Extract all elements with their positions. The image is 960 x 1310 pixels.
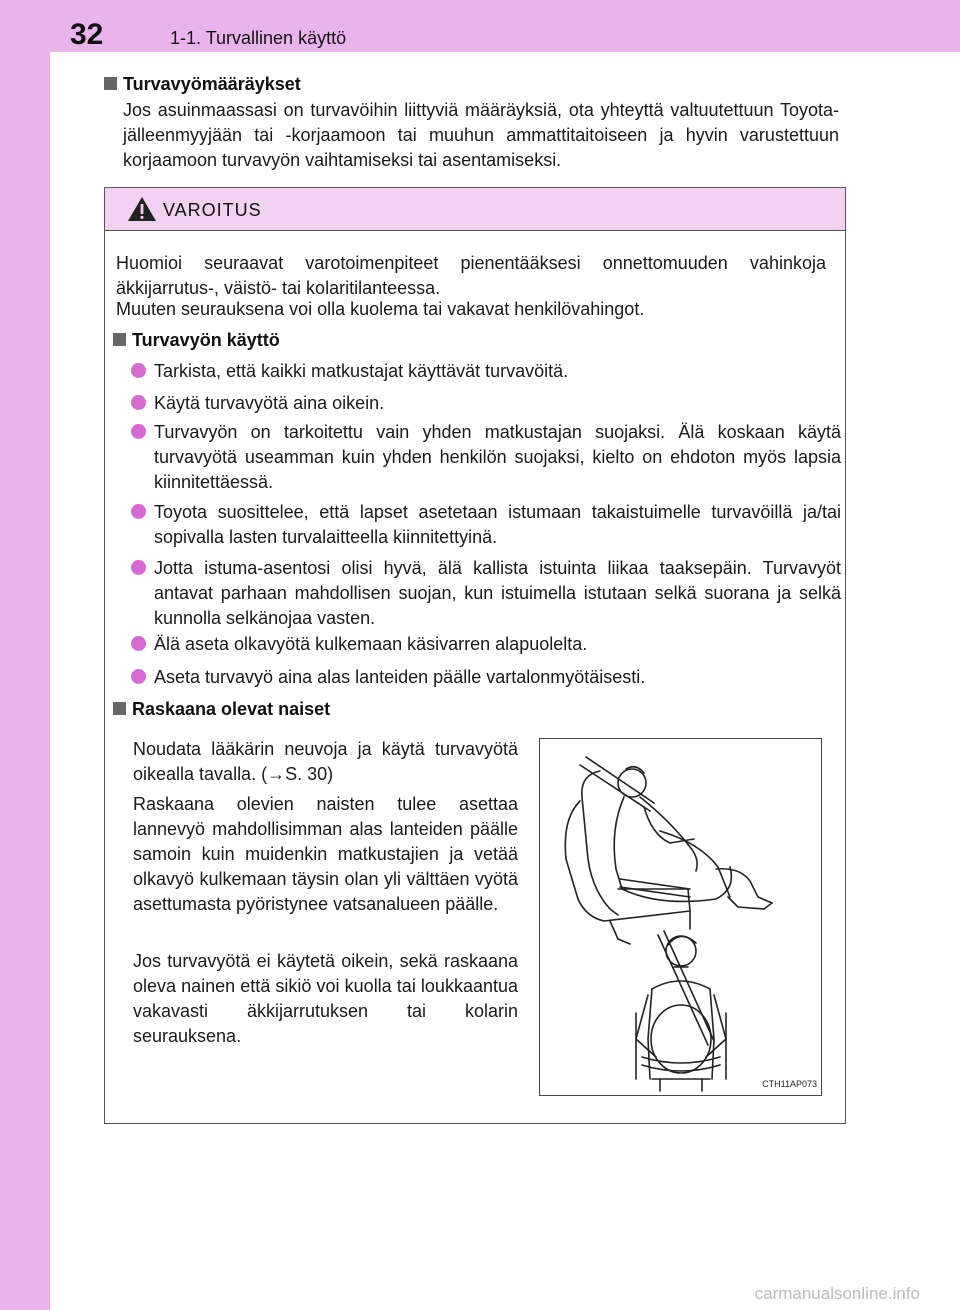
warning-intro: Huomioi seuraavat varotoimenpiteet pienentääksesi onnettomuuden vahinkoja äkkijarrutus-, väistö- tai kolaritilanteessa.	[116, 253, 826, 298]
warning-consequence: Muuten seurauksena voi olla kuolema tai vakavat henkilövahingot.	[116, 299, 645, 319]
pregnant-seatbelt-illustration	[539, 738, 822, 1096]
list-item: Älä aseta olkavyötä kulkemaan käsivarren alapuolelta.	[131, 632, 841, 657]
square-bullet-icon	[113, 702, 126, 715]
bullet-dot-icon	[131, 504, 146, 519]
seatbelt-usage-heading	[113, 330, 280, 351]
pregnant-heading	[113, 699, 330, 720]
list-item: Turvavyön on tarkoitettu vain yhden matkustajan suojaksi. Älä koskaan käytä turvavyötä useamman kuin yhden henkilön suojaksi, kielto on ehdoton myös lapsia kiinnitettäessä.	[131, 420, 841, 495]
seatbelt-illustration-drawing	[540, 739, 823, 1097]
side-color-band	[0, 0, 50, 1310]
pregnant-paragraph-1: Noudata lääkärin neuvoja ja käytä turvavyötä oikealla tavalla. (→S. 30)	[133, 739, 518, 784]
regulations-heading-text: Turvavyömääräykset	[123, 74, 301, 94]
bullet-dot-icon	[131, 395, 146, 410]
list-item: Käytä turvavyötä aina oikein.	[131, 391, 841, 416]
pregnant-paragraph-2: Raskaana olevien naisten tulee asettaa lannevyö mahdollisimman alas lanteiden päälle samoin kuin muidenkin matkustajien ja vetää olkavyö kulkemaan täysin olan yli välttäen vyötä asettumasta pyöristynee vatsanalueen päälle.	[133, 794, 518, 914]
square-bullet-icon	[104, 77, 117, 90]
figure-code: CTH11AP073	[762, 1079, 817, 1089]
bullet-dot-icon	[131, 560, 146, 575]
regulations-heading	[104, 74, 301, 95]
page-number: 32	[70, 18, 104, 51]
bullet-dot-icon	[131, 669, 146, 684]
warning-header	[105, 188, 845, 231]
section-title: 1-1. Turvallinen käyttö	[170, 28, 347, 48]
list-item: Tarkista, että kaikki matkustajat käyttävät turvavöitä.	[131, 359, 841, 384]
warning-title: VAROITUS	[163, 200, 262, 220]
bullet-dot-icon	[131, 363, 146, 378]
list-item: Aseta turvavyö aina alas lanteiden päälle vartalonmyötäisesti.	[131, 665, 841, 690]
seatbelt-usage-heading-text: Turvavyön käyttö	[132, 330, 280, 350]
footer-watermark: carmanualsonline.info	[754, 1284, 920, 1303]
bullet-dot-icon	[131, 636, 146, 651]
square-bullet-icon	[113, 333, 126, 346]
regulations-body: Jos asuinmaassasi on turvavöihin liittyviä määräyksiä, ota yhteyttä valtuutettuun Toyota-jälleenmyyjään tai -korjaamoon tai muuhun ammattitaitoiseen ja hyvin varustettuun korjaamoon turvavyön vaihtamiseksi tai asentamiseksi.	[123, 100, 839, 170]
list-item: Toyota suosittelee, että lapset asetetaan istumaan takaistuimelle turvavöillä ja/tai sopivalla lasten turvalaitteella kiinnitettyinä.	[131, 500, 841, 550]
list-item: Jotta istuma-asentosi olisi hyvä, älä kallista istuinta liikaa taaksepäin. Turvavyöt antavat parhaan mahdollisen suojan, kun istuimella istutaan selkä suorana ja selkä kunnolla selkänojaa vasten.	[131, 556, 841, 631]
pregnant-paragraph-3: Jos turvavyötä ei käytetä oikein, sekä raskaana oleva nainen että sikiö voi kuolla tai loukkaantua vakavasti äkkijarrutuksen tai kolarin seurauksena.	[133, 951, 518, 1046]
warning-triangle-icon	[127, 196, 157, 222]
bullet-dot-icon	[131, 424, 146, 439]
warning-box	[104, 187, 846, 1124]
pregnant-heading-text: Raskaana olevat naiset	[132, 699, 331, 719]
